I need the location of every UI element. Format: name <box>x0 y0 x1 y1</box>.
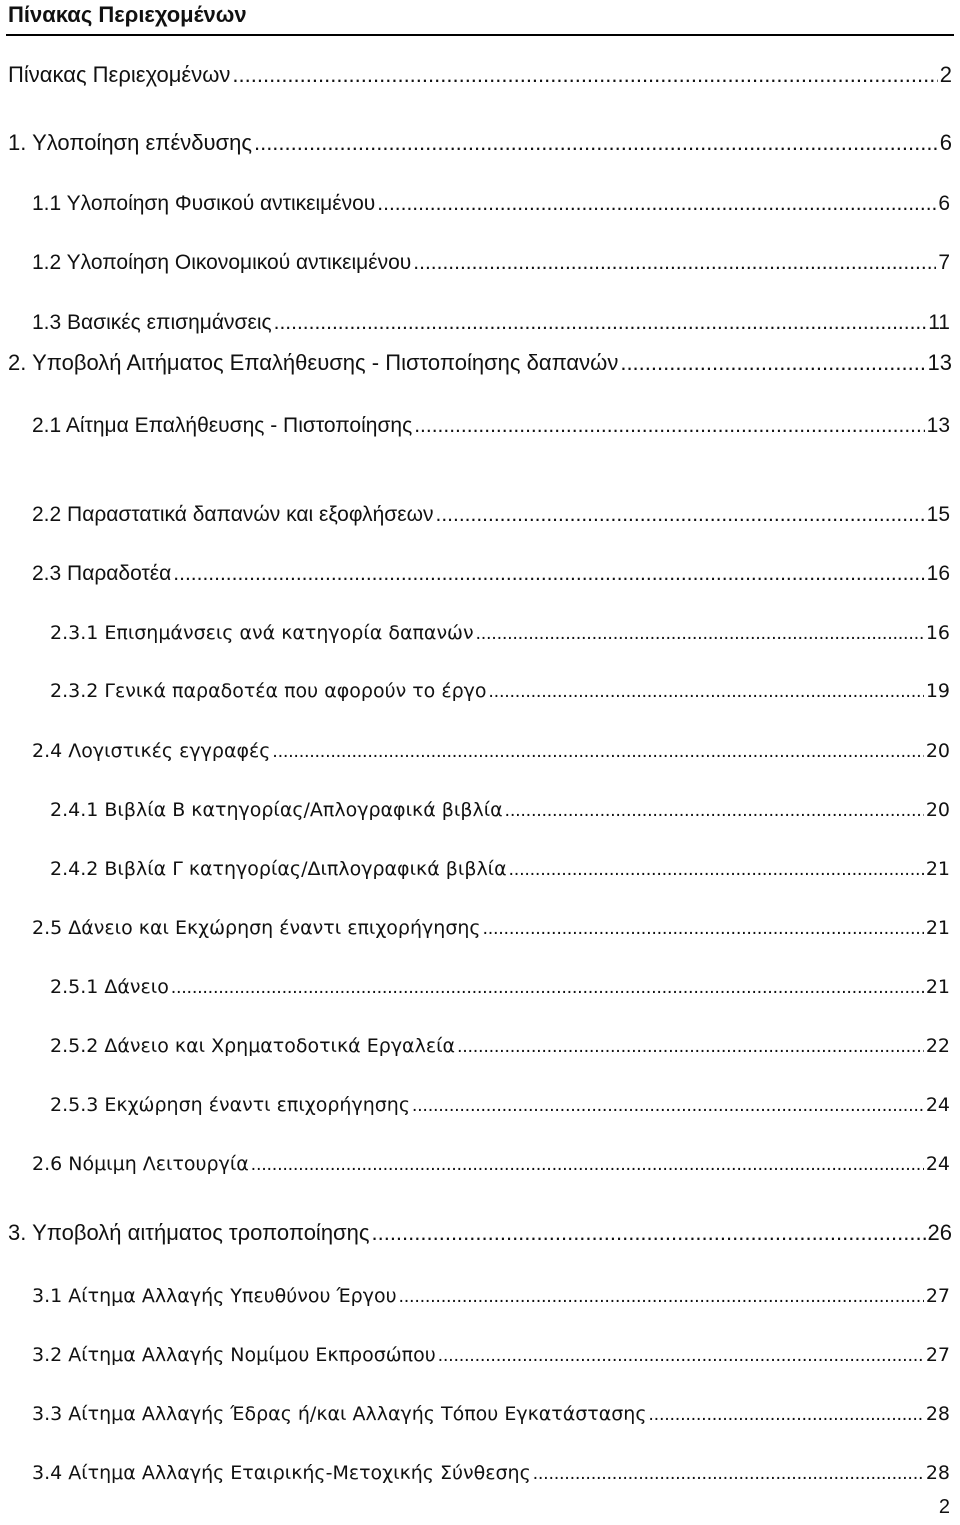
toc-entry-label: 1.1 Υλοποίηση Φυσικού αντικειμένου <box>32 192 376 215</box>
toc-entry-page: 24 <box>925 1153 950 1175</box>
toc-entry[interactable] <box>32 562 950 586</box>
toc-entry-page: 2 <box>939 62 952 87</box>
toc-leader-dots <box>483 918 924 940</box>
toc-entry[interactable] <box>32 414 950 438</box>
toc-entry-page: 22 <box>925 1035 950 1057</box>
toc-entry-page: 21 <box>925 917 950 939</box>
toc-entry[interactable] <box>50 799 950 822</box>
toc-entry-page: 13 <box>927 350 952 375</box>
toc-leader-dots <box>232 62 937 88</box>
toc-entry-page: 21 <box>925 858 950 880</box>
toc-entry[interactable] <box>32 311 950 335</box>
toc-leader-dots <box>377 192 936 216</box>
toc-leader-dots <box>438 1345 924 1367</box>
toc-entry-label: 2.5.1 Δάνειο <box>50 976 169 998</box>
toc-entry-page: 7 <box>938 251 950 274</box>
toc-entry[interactable] <box>32 1403 950 1426</box>
toc-entry-label: 2.4 Λογιστικές εγγραφές <box>32 740 271 762</box>
toc-entry[interactable] <box>50 1094 950 1117</box>
toc-entry-page: 24 <box>925 1094 950 1116</box>
toc-entry-page: 26 <box>927 1220 952 1245</box>
toc-leader-dots <box>413 251 936 275</box>
toc-leader-dots <box>371 1220 925 1246</box>
toc-entry[interactable] <box>8 1220 952 1246</box>
toc-leader-dots <box>435 503 924 527</box>
page-number: 2 <box>938 1496 950 1518</box>
toc-leader-dots <box>414 414 924 438</box>
toc-entry[interactable] <box>50 976 950 999</box>
toc-entry[interactable] <box>32 192 950 216</box>
toc-leader-dots <box>533 1463 924 1485</box>
toc-leader-dots <box>173 562 924 586</box>
toc-entry-page: 6 <box>939 130 952 155</box>
toc-leader-dots <box>476 623 924 645</box>
toc-entry[interactable] <box>32 1344 950 1367</box>
toc-leader-dots <box>254 130 938 156</box>
toc-entry-label: 3. Υποβολή αιτήματος τροποποίησης <box>8 1220 370 1245</box>
toc-entry-page: 21 <box>925 976 950 998</box>
toc-entry-label: 2.4.1 Βιβλία Β κατηγορίας/Απλογραφικά βιβλία <box>50 799 503 821</box>
toc-entry-page: 15 <box>926 503 950 526</box>
toc-entry-page: 20 <box>925 740 950 762</box>
toc-entry-label: 2.1 Αίτημα Επαλήθευσης - Πιστοποίησης <box>32 414 413 437</box>
toc-entry-label: 1.3 Βασικές επισημάνσεις <box>32 311 272 334</box>
toc-entry-label: 3.4 Αίτημα Αλλαγής Εταιρικής-Μετοχικής Σύνθεσης <box>32 1462 531 1484</box>
toc-leader-dots <box>457 1036 924 1058</box>
toc-entry-page: 20 <box>925 799 950 821</box>
toc-entry[interactable] <box>8 62 952 88</box>
toc-entry[interactable] <box>50 680 950 703</box>
toc-entry[interactable] <box>32 1153 950 1176</box>
toc-entry-label: 2.4.2 Βιβλία Γ κατηγορίας/Διπλογραφικά βιβλία <box>50 858 507 880</box>
toc-entry-label: 3.2 Αίτημα Αλλαγής Νομίμου Εκπροσώπου <box>32 1344 436 1366</box>
toc-entry-page: 13 <box>926 414 950 437</box>
toc-leader-dots <box>274 311 927 335</box>
toc-entry-page: 28 <box>925 1462 950 1484</box>
toc-leader-dots <box>620 350 925 376</box>
toc-entry-label: 2.5 Δάνειο και Εκχώρηση έναντι επιχορήγησης <box>32 917 481 939</box>
toc-entry-label: 2.3 Παραδοτέα <box>32 562 172 585</box>
toc-entry-label: 2.6 Νόμιμη Λειτουργία <box>32 1153 249 1175</box>
toc-entry[interactable] <box>32 251 950 275</box>
toc-entry[interactable] <box>50 622 950 645</box>
toc-leader-dots <box>171 977 924 999</box>
toc-entry-label: 3.3 Αίτημα Αλλαγής Έδρας ή/και Αλλαγής Τόπου Εγκατάστασης <box>32 1403 647 1425</box>
toc-entry[interactable] <box>32 1462 950 1485</box>
toc-entry-page: 16 <box>925 622 950 644</box>
toc-entry[interactable] <box>32 503 950 527</box>
toc-entry[interactable] <box>50 858 950 881</box>
toc-leader-dots <box>505 800 924 822</box>
toc-entry[interactable] <box>32 740 950 763</box>
toc-entry[interactable] <box>8 350 952 376</box>
toc-leader-dots <box>272 741 923 763</box>
toc-leader-dots <box>509 859 924 881</box>
toc-entry-page: 19 <box>925 680 950 702</box>
toc-entry-page: 27 <box>925 1344 950 1366</box>
toc-entry-label: 1.2 Υλοποίηση Οικονομικού αντικειμένου <box>32 251 412 274</box>
toc-entry-label: 3.1 Αίτημα Αλλαγής Υπευθύνου Έργου <box>32 1285 397 1307</box>
toc-entry[interactable] <box>32 917 950 940</box>
toc-leader-dots <box>649 1404 924 1426</box>
toc-entry-label: 2.5.2 Δάνειο και Χρηματοδοτικά Εργαλεία <box>50 1035 456 1057</box>
toc-entry-label: Πίνακας Περιεχομένων <box>8 62 231 87</box>
toc-entry[interactable] <box>32 1285 950 1308</box>
toc-entry-label: 1. Υλοποίηση επένδυσης <box>8 130 252 155</box>
toc-entry-page: 11 <box>928 311 950 334</box>
toc-leader-dots <box>489 681 924 703</box>
toc-entry[interactable] <box>50 1035 950 1058</box>
toc-entry-page: 28 <box>925 1403 950 1425</box>
toc-leader-dots <box>251 1154 924 1176</box>
toc-entry-label: 2.3.1 Επισημάνσεις ανά κατηγορία δαπανών <box>50 622 474 644</box>
toc-leader-dots <box>399 1286 924 1308</box>
toc-entry-label: 2. Υποβολή Αιτήματος Επαλήθευσης - Πιστοποίησης δαπανών <box>8 350 619 375</box>
toc-entry-page: 27 <box>925 1285 950 1307</box>
toc-entry-label: 2.2 Παραστατικά δαπανών και εξοφλήσεων <box>32 503 434 526</box>
toc-entry-page: 16 <box>926 562 950 585</box>
toc-entry-label: 2.5.3 Εκχώρηση έναντι επιχορήγησης <box>50 1094 410 1116</box>
toc-entry-page: 6 <box>938 192 950 215</box>
toc-leader-dots <box>412 1095 924 1117</box>
toc-entry-label: 2.3.2 Γενικά παραδοτέα που αφορούν το έργο <box>50 680 487 702</box>
toc-entry[interactable] <box>8 130 952 156</box>
page-heading: Πίνακας Περιεχομένων <box>8 2 247 27</box>
